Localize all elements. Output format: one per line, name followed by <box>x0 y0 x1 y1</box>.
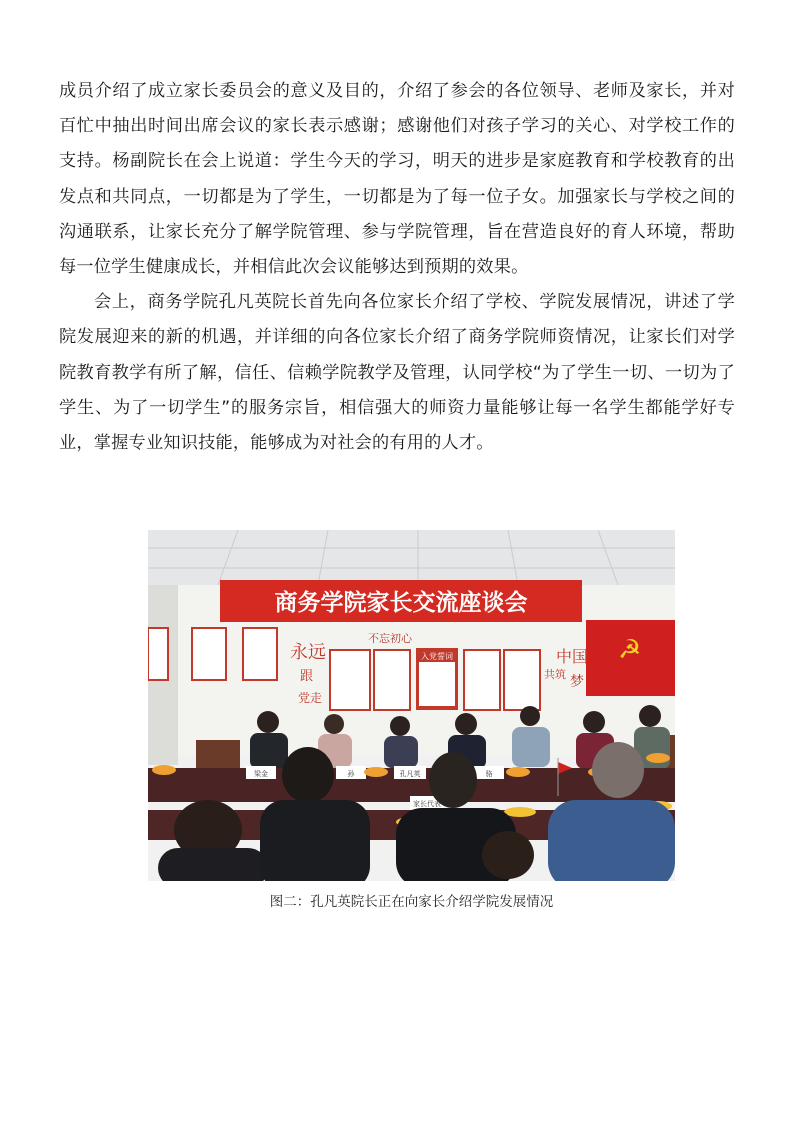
photo-caption: 图二：孔凡英院长正在向家长介绍学院发展情况 <box>269 894 554 910</box>
wall-poster-1 <box>148 628 168 680</box>
wall-poster-2 <box>192 628 226 680</box>
oath-board-title: 入党誓词 <box>421 652 453 661</box>
nameplate-2-text: 孙 <box>347 770 355 778</box>
nameplate-4-text: 骆 <box>485 770 493 778</box>
meeting-photo-illustration <box>148 530 675 881</box>
nameplate-1-text: 梁金 <box>254 770 268 778</box>
meeting-photo <box>148 530 675 881</box>
top-motto: 不忘初心 <box>368 632 412 645</box>
chair <box>196 740 240 770</box>
paragraph-1: 成员介绍了成立家长委员会的意义及目的，介绍了参会的各位领导、老师及家长，并对百忙中抽出时间出席会议的家长表示感谢；感谢他们对孩子学习的关心、对学校工作的支持。杨副院长在会上说道：学生今天的学习，明天的进步是家庭教育和学校教育的出发点和共同点，一切都是为了学生，一切都是为了每一位子女。加强家长与学校之间的沟通联系，让家长充分了解学院管理、参与学院管理，旨在营造良好的育人环境，帮助每一位学生健康成长，并相信此次会议能够达到预期的效果。 <box>59 81 735 278</box>
wall-poster-3 <box>243 628 277 680</box>
display-board-1 <box>330 650 370 710</box>
slogan-left-3: 党走 <box>298 691 323 705</box>
slogan-right-3: 共筑 <box>544 668 566 681</box>
slogan-left-1: 永远 <box>290 642 326 663</box>
display-board-4 <box>504 650 540 710</box>
nameplate-3-text: 孔凡英 <box>399 770 421 778</box>
nameplate-5-text: 家长代表 <box>413 800 441 808</box>
oath-board-paper <box>419 662 455 706</box>
hammer-sickle-icon: ☭ <box>618 635 642 665</box>
display-board-3 <box>464 650 500 710</box>
banner-text: 商务学院家长交流座谈会 <box>274 590 528 616</box>
display-board-2 <box>374 650 410 710</box>
slogan-left-2: 跟 <box>300 669 314 684</box>
paragraph-2: 会上，商务学院孔凡英院长首先向各位家长介绍了学校、学院发展情况，讲述了学院发展迎来的新的机遇，并详细的向各位家长介绍了商务学院师资情况，让家长们对学院教育教学有所了解，信任、信赖学院教学及管理，认同学校“为了学生一切、一切为了学生、为了一切学生”的服务宗旨，相信强大的师资力量能够让每一名学生都能学好专业，掌握专业知识技能，能够成为对社会的有用的人才。 <box>59 292 735 454</box>
ceiling <box>148 530 675 585</box>
slogan-right-1: 中国 <box>556 647 589 666</box>
body-text <box>59 74 735 461</box>
slogan-right-2: 梦 <box>570 674 584 690</box>
